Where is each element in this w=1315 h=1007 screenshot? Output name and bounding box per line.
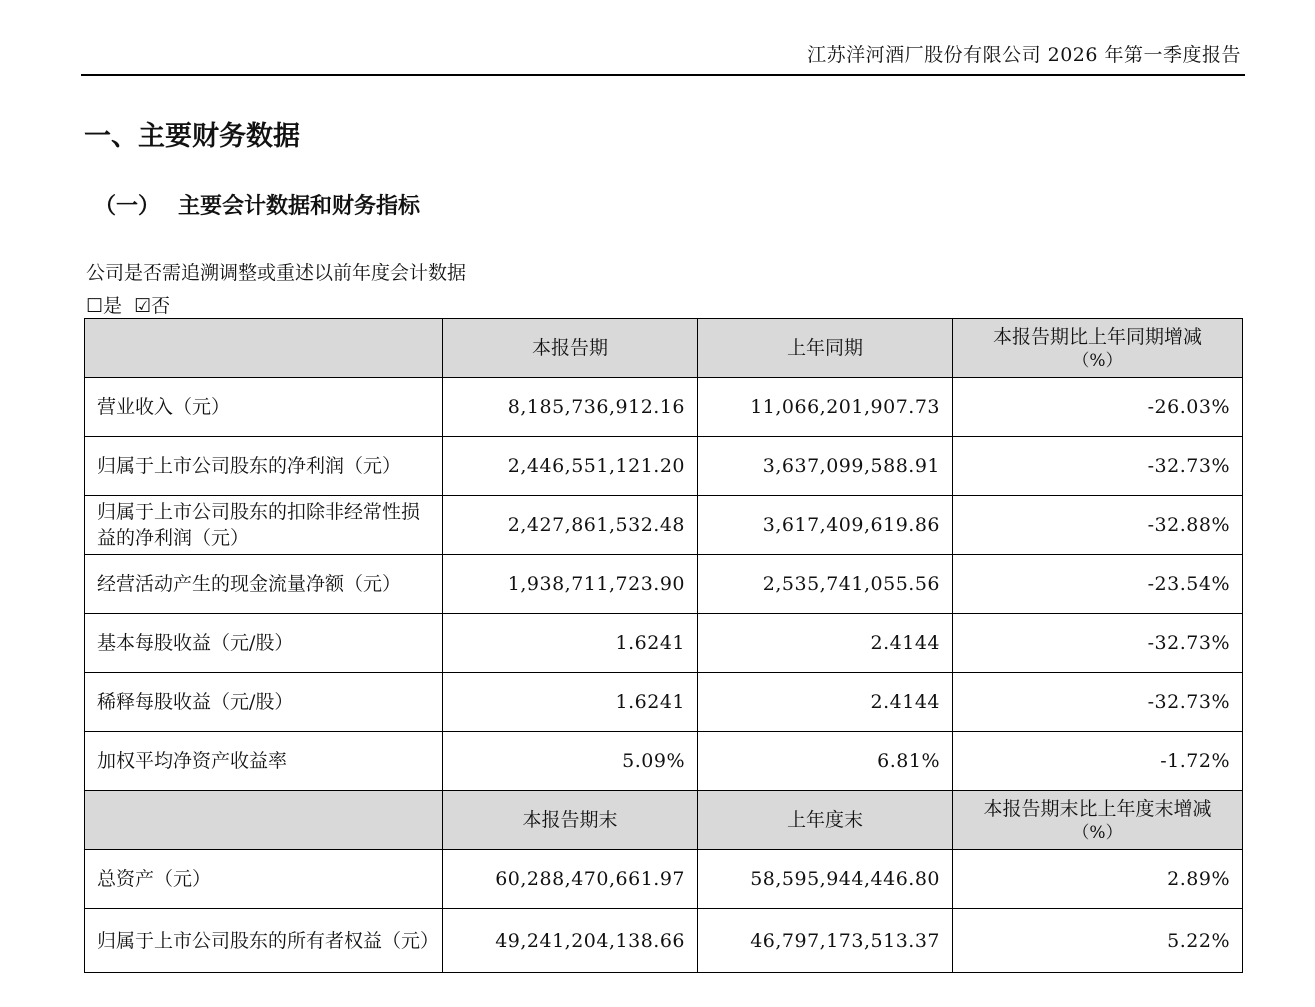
table-row <box>85 555 1243 614</box>
row-label: 经营活动产生的现金流量净额（元） <box>85 555 443 614</box>
table-row <box>85 673 1243 732</box>
row-label: 营业收入（元） <box>85 378 443 437</box>
current-value: 1,938,711,723.90 <box>443 555 698 614</box>
header-cell-prior-period: 上年同期 <box>698 319 953 378</box>
report-header-title: 江苏洋河酒厂股份有限公司 2026 年第一季度报告 <box>807 44 1241 66</box>
prior-value: 11,066,201,907.73 <box>698 378 953 437</box>
table-row <box>85 496 1243 555</box>
prior-value: 58,595,944,446.80 <box>698 850 953 909</box>
subsection-heading <box>94 189 420 220</box>
table-row <box>85 378 1243 437</box>
current-value: 1.6241 <box>443 614 698 673</box>
current-value: 49,241,204,138.66 <box>443 909 698 973</box>
prior-value: 2,535,741,055.56 <box>698 555 953 614</box>
header-cell-change <box>953 319 1243 378</box>
change-value: -1.72% <box>953 732 1243 791</box>
header-cell-empty <box>85 319 443 378</box>
option-yes-checkbox: ☐是 <box>86 295 123 317</box>
restatement-question: 公司是否需追溯调整或重述以前年度会计数据 <box>86 262 467 284</box>
current-value: 1.6241 <box>443 673 698 732</box>
header-cell-prior-year-end: 上年度末 <box>698 791 953 850</box>
subsection-title: 主要会计数据和财务指标 <box>178 194 421 219</box>
header-change-label: 本报告期比上年同期增减 <box>992 326 1202 348</box>
current-value: 5.09% <box>443 732 698 791</box>
table-header-row <box>85 319 1243 378</box>
row-label: 基本每股收益（元/股） <box>85 614 443 673</box>
current-value: 8,185,736,912.16 <box>443 378 698 437</box>
table-row <box>85 437 1243 496</box>
change-value: -23.54% <box>953 555 1243 614</box>
restatement-options <box>86 291 176 318</box>
row-label: 归属于上市公司股东的所有者权益（元） <box>85 909 443 973</box>
financial-data-table <box>84 318 1243 973</box>
section-heading: 一、主要财务数据 <box>84 121 300 152</box>
row-label: 归属于上市公司股东的净利润（元） <box>85 437 443 496</box>
change-value: -32.88% <box>953 496 1243 555</box>
header-change-unit: （%） <box>1072 823 1123 843</box>
header-cell-change <box>953 791 1243 850</box>
change-value: -32.73% <box>953 673 1243 732</box>
prior-value: 2.4144 <box>698 614 953 673</box>
current-value: 2,427,861,532.48 <box>443 496 698 555</box>
row-label: 归属于上市公司股东的扣除非经常性损益的净利润（元） <box>85 496 443 555</box>
change-value: 5.22% <box>953 909 1243 973</box>
table-row <box>85 850 1243 909</box>
header-change-unit: （%） <box>1072 351 1123 371</box>
change-value: -26.03% <box>953 378 1243 437</box>
subsection-number: （一） <box>94 194 161 219</box>
table-header-row <box>85 791 1243 850</box>
change-value: -32.73% <box>953 614 1243 673</box>
row-label: 加权平均净资产收益率 <box>85 732 443 791</box>
header-cell-empty <box>85 791 443 850</box>
prior-value: 46,797,173,513.37 <box>698 909 953 973</box>
row-label: 总资产（元） <box>85 850 443 909</box>
prior-value: 6.81% <box>698 732 953 791</box>
prior-value: 2.4144 <box>698 673 953 732</box>
header-cell-current-period-end: 本报告期末 <box>443 791 698 850</box>
table-row <box>85 909 1243 973</box>
header-divider <box>81 74 1245 76</box>
prior-value: 3,617,409,619.86 <box>698 496 953 555</box>
header-cell-current-period: 本报告期 <box>443 319 698 378</box>
table-row <box>85 614 1243 673</box>
header-change-label: 本报告期末比上年度末增减 <box>983 798 1212 820</box>
option-no-checkbox: ☑否 <box>134 295 171 317</box>
table-row <box>85 732 1243 791</box>
change-value: -32.73% <box>953 437 1243 496</box>
change-value: 2.89% <box>953 850 1243 909</box>
current-value: 60,288,470,661.97 <box>443 850 698 909</box>
current-value: 2,446,551,121.20 <box>443 437 698 496</box>
row-label: 稀释每股收益（元/股） <box>85 673 443 732</box>
prior-value: 3,637,099,588.91 <box>698 437 953 496</box>
